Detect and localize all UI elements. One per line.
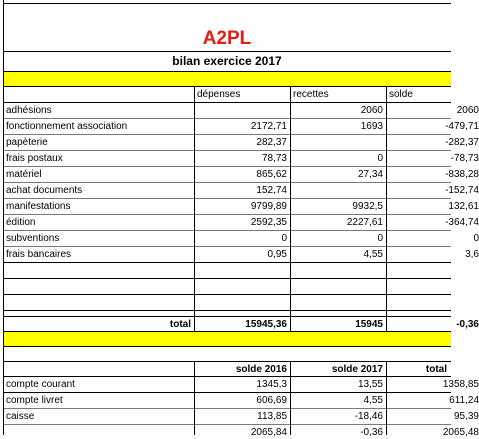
row-label: subventions xyxy=(6,233,60,244)
page-title: A2PL xyxy=(202,28,252,49)
header-solde-2017: solde 2017 xyxy=(331,364,383,375)
row-label: matériel xyxy=(6,169,42,180)
depenses-value: 282,37 xyxy=(256,137,287,148)
row-label: achat documents xyxy=(6,185,83,196)
row-label: caisse xyxy=(6,411,35,422)
total-value: 2065,48 xyxy=(442,427,479,438)
depenses-value: 2592,35 xyxy=(250,217,287,228)
row-label: adhésions xyxy=(6,105,52,116)
solde-value: 2060 xyxy=(456,105,479,116)
solde-2016-value: 1345,3 xyxy=(256,379,287,390)
recettes-value: 4,55 xyxy=(363,249,383,260)
recettes-value: 0 xyxy=(377,233,383,244)
solde-2016-value: 606,69 xyxy=(256,395,287,406)
solde-value: -282,37 xyxy=(445,137,479,148)
solde-2016-value: 113,85 xyxy=(257,411,287,422)
recettes-value xyxy=(291,184,383,197)
row-label: fonctionnement association xyxy=(6,121,128,132)
row-label: manifestations xyxy=(6,201,71,212)
yellow-band-top xyxy=(3,72,451,86)
solde-value: -78,73 xyxy=(450,153,479,164)
total-recettes: 15945 xyxy=(355,319,383,330)
solde-value: 0 xyxy=(473,233,479,244)
recettes-value: 2060 xyxy=(360,105,383,116)
total-value: 1358,85 xyxy=(442,379,479,390)
row-label: compte livret xyxy=(6,395,63,406)
solde-2017-value: -0,36 xyxy=(360,427,383,438)
row-label: frais postaux xyxy=(6,153,63,164)
row-label: frais bancaires xyxy=(6,249,72,260)
solde-value: -152,74 xyxy=(445,185,479,196)
depenses-value: 152,74 xyxy=(256,185,287,196)
recettes-value: 2227,61 xyxy=(346,217,383,228)
header-total: total xyxy=(425,364,447,375)
solde-2017-value: 4,55 xyxy=(363,395,383,406)
row-label: papèterie xyxy=(6,137,48,148)
depenses-value: 2172,71 xyxy=(250,121,287,132)
total-value: 611,24 xyxy=(449,395,479,406)
row-label xyxy=(6,426,194,439)
depenses-value: 9799,89 xyxy=(250,201,287,212)
header-depenses: dépenses xyxy=(197,89,241,100)
solde-value: -838,28 xyxy=(445,169,479,180)
solde-value: -479,71 xyxy=(445,121,479,132)
recettes-value: 9932,5 xyxy=(352,201,383,212)
header-solde: solde xyxy=(389,89,413,100)
recettes-value: 0 xyxy=(377,153,383,164)
solde-2017-value: 13,55 xyxy=(357,379,383,390)
total-depenses: 15945,36 xyxy=(245,319,287,330)
solde-value: 132,61 xyxy=(448,201,479,212)
recettes-value: 27,34 xyxy=(357,169,383,180)
row-label: compte courant xyxy=(6,379,75,390)
recettes-value xyxy=(291,136,383,149)
depenses-value xyxy=(195,104,287,117)
solde-value: -364,74 xyxy=(445,217,479,228)
solde-2017-value: -18,46 xyxy=(354,411,383,422)
total-label: total xyxy=(169,319,191,330)
yellow-band-middle xyxy=(3,332,451,346)
recettes-value: 1693 xyxy=(360,121,383,132)
header-solde-2016: solde 2016 xyxy=(235,364,287,375)
depenses-value: 865,62 xyxy=(256,169,287,180)
depenses-value: 0,95 xyxy=(267,249,287,260)
subtitle: bilan exercice 2017 xyxy=(172,54,282,68)
solde-2016-value: 2065,84 xyxy=(250,427,287,438)
depenses-value: 78,73 xyxy=(261,153,287,164)
total-value: 95,39 xyxy=(453,411,479,422)
depenses-value: 0 xyxy=(281,233,287,244)
solde-value: 3,6 xyxy=(465,249,479,260)
total-solde: -0,36 xyxy=(456,319,479,330)
row-label: édition xyxy=(6,217,36,228)
header-recettes: recettes xyxy=(293,89,329,100)
